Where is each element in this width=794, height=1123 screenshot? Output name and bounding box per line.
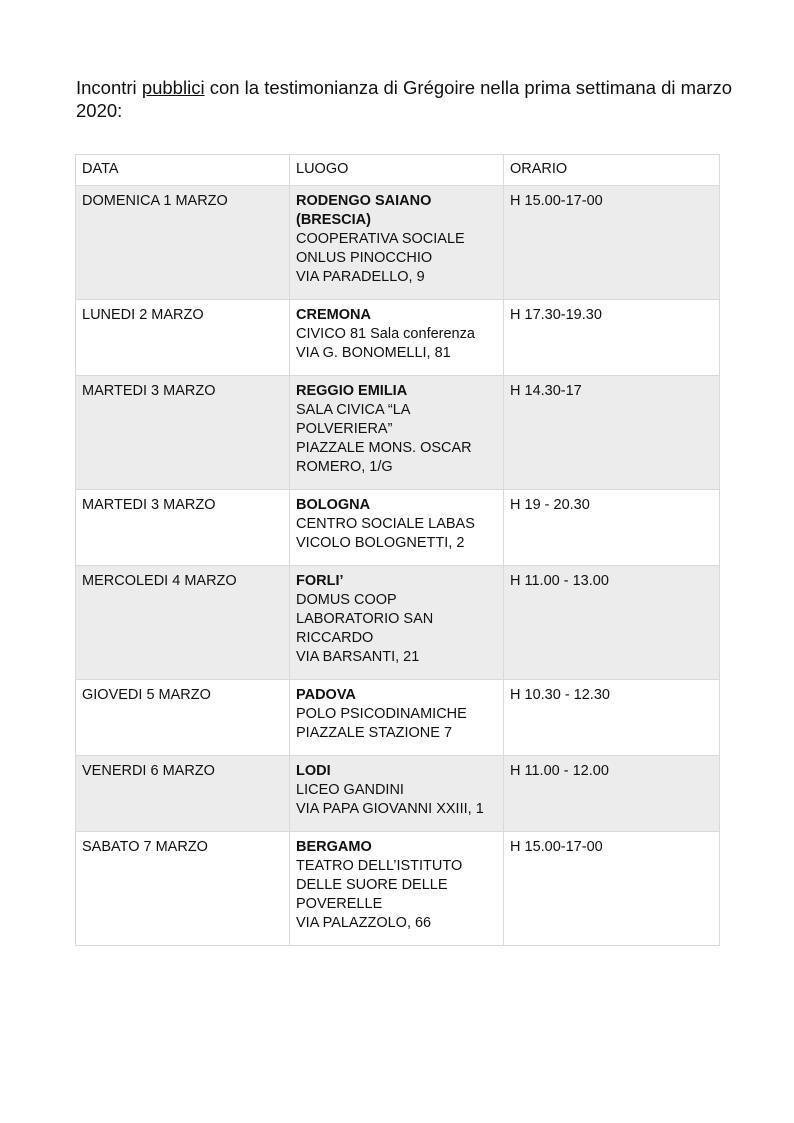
place-city: PADOVA — [296, 687, 356, 703]
cell-time: H 15.00-17-00 — [504, 832, 720, 946]
cell-time: H 10.30 - 12.30 — [504, 680, 720, 756]
cell-date: SABATO 7 MARZO — [76, 832, 290, 946]
cell-place — [290, 300, 504, 376]
place-city: RODENGO SAIANO (BRESCIA) — [296, 193, 432, 228]
place-detail-line: COOPERATIVA SOCIALE ONLUS PINOCCHIO — [296, 231, 465, 266]
place-city: BERGAMO — [296, 839, 372, 855]
place-detail-line: VIA PAPA GIOVANNI XXIII, 1 — [296, 801, 484, 817]
table-row — [76, 566, 720, 680]
cell-date: GIOVEDI 5 MARZO — [76, 680, 290, 756]
title-underlined-word: pubblici — [141, 77, 205, 98]
cell-place — [290, 832, 504, 946]
place-detail-line: VIA PALAZZOLO, 66 — [296, 915, 432, 931]
place-detail-line: PIAZZALE STAZIONE 7 — [296, 725, 453, 741]
cell-time: H 15.00-17-00 — [504, 186, 720, 300]
cell-place — [290, 186, 504, 300]
cell-place — [290, 490, 504, 566]
table-row — [76, 756, 720, 832]
document-title — [76, 76, 736, 122]
place-detail-line: LICEO GANDINI — [296, 782, 404, 798]
table-row — [76, 376, 720, 490]
cell-place — [290, 756, 504, 832]
table-row — [76, 300, 720, 376]
table-header-row — [76, 155, 720, 186]
cell-time: H 11.00 - 12.00 — [504, 756, 720, 832]
place-city: REGGIO EMILIA — [296, 383, 408, 399]
cell-date: VENERDI 6 MARZO — [76, 756, 290, 832]
cell-date: LUNEDI 2 MARZO — [76, 300, 290, 376]
place-city: BOLOGNA — [296, 497, 371, 513]
place-detail-line: VIA BARSANTI, 21 — [296, 649, 420, 665]
cell-place — [290, 376, 504, 490]
table-row — [76, 832, 720, 946]
title-after: con la testimonianza di Grégoire nella prima settimana di marzo 2020: — [76, 77, 733, 121]
place-detail-line: VIA G. BONOMELLI, 81 — [296, 345, 451, 361]
place-detail-line: SALA CIVICA “LA POLVERIERA” — [296, 402, 410, 437]
table-row — [76, 490, 720, 566]
header-date: DATA — [76, 155, 290, 186]
header-place: LUOGO — [290, 155, 504, 186]
cell-time: H 17.30-19.30 — [504, 300, 720, 376]
cell-place — [290, 680, 504, 756]
place-detail-line: VICOLO BOLOGNETTI, 2 — [296, 535, 465, 551]
cell-date: MERCOLEDI 4 MARZO — [76, 566, 290, 680]
cell-time: H 11.00 - 13.00 — [504, 566, 720, 680]
table-body — [76, 186, 720, 946]
place-detail-line: CIVICO 81 Sala conferenza — [296, 326, 475, 342]
place-detail-line: VIA PARADELLO, 9 — [296, 269, 425, 285]
cell-date: MARTEDI 3 MARZO — [76, 376, 290, 490]
place-detail-line: DOMUS COOP LABORATORIO SAN RICCARDO — [296, 592, 434, 646]
place-detail-line: PIAZZALE MONS. OSCAR ROMERO, 1/G — [296, 440, 472, 475]
title-before: Incontri — [76, 77, 142, 98]
cell-date: DOMENICA 1 MARZO — [76, 186, 290, 300]
cell-place — [290, 566, 504, 680]
place-city: CREMONA — [296, 307, 371, 323]
place-city: FORLI’ — [296, 573, 344, 589]
table-row — [76, 186, 720, 300]
cell-time: H 19 - 20.30 — [504, 490, 720, 566]
cell-date: MARTEDI 3 MARZO — [76, 490, 290, 566]
place-detail-line: POLO PSICODINAMICHE — [296, 706, 467, 722]
place-city: LODI — [296, 763, 331, 779]
schedule-table — [75, 154, 720, 946]
header-time: ORARIO — [504, 155, 720, 186]
cell-time: H 14.30-17 — [504, 376, 720, 490]
table-row — [76, 680, 720, 756]
place-detail-line: TEATRO DELL’ISTITUTO DELLE SUORE DELLE POVERELLE — [296, 858, 463, 912]
place-detail-line: CENTRO SOCIALE LABAS — [296, 516, 475, 532]
